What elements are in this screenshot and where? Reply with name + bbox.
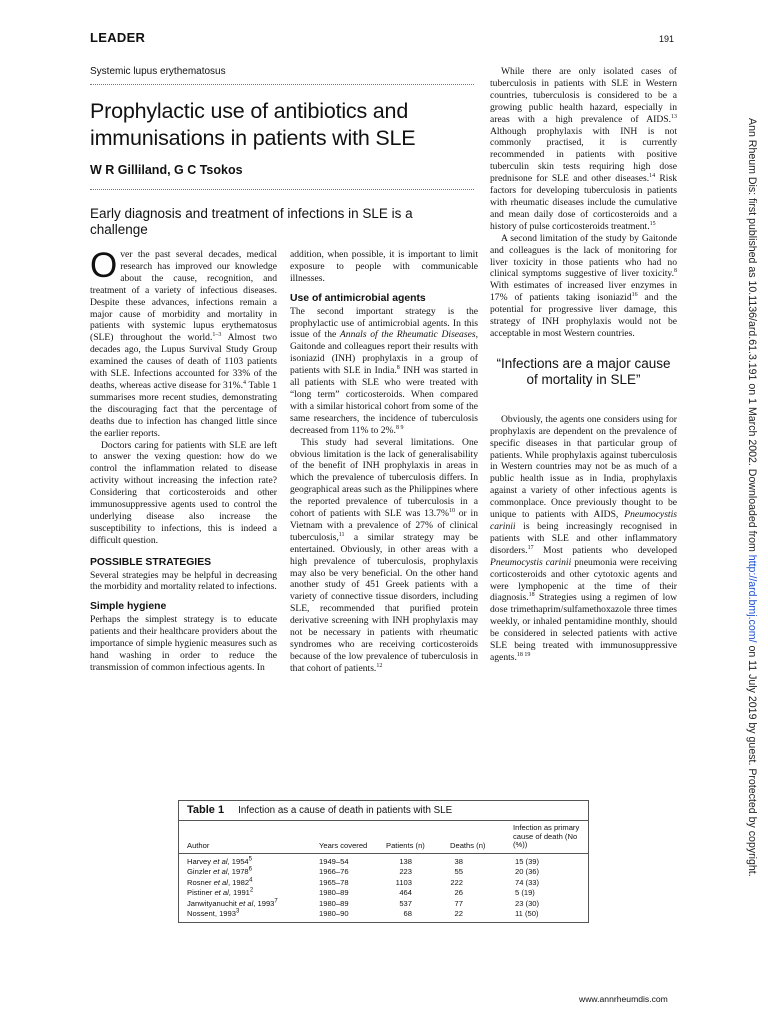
paragraph: While there are only isolated cases of tuberculosis in patients with SLE in Western countries, tuberculosis is considered to be a growing public health hazard, especially in areas with a high prevalence of AIDS.$^{13}$ Although prophylaxis with INH is not commonly practised, it is currently recommended in patients with positive tuberculin skin tests requiring high dose prednisone for SLE and other diseases.$^{14}$ Risk factors for developing tuberculosis in patients with rheumatic diseases include the cumulative and mean daily dose of corticosteroids and a history of pulse corticosteroids treatment.$^{15}$ xyxy=(490,66,677,232)
heading-possible-strategies: POSSIBLE STRATEGIES xyxy=(90,556,212,568)
heading-simple-hygiene: Simple hygiene xyxy=(90,601,167,613)
journal-link[interactable]: http://ard.bmj.com/ xyxy=(746,554,758,643)
deaths-cell: 38 xyxy=(454,857,463,866)
patients-cell: 138 xyxy=(399,857,412,866)
reference-number: 3 xyxy=(235,908,240,915)
years-cell: 1980–90 xyxy=(319,909,349,918)
table-row xyxy=(179,857,588,868)
infection-cell: 23 (30) xyxy=(515,898,540,908)
patients-cell: 1103 xyxy=(395,877,412,887)
column-header-patients: Patients (n) xyxy=(386,841,425,850)
table-row xyxy=(179,899,588,910)
infection-cell: 74 (33) xyxy=(515,877,540,887)
paragraph: Doctors caring for patients with SLE are left to answer the vexing question: how do we control the inflammation related to disease activity without increasing the infection rate? Considering that corticosteroids and other immunosuppressive agents used to control the underlying disease also increase the susceptibility to infections, this is indeed a difficult question. xyxy=(90,439,277,546)
footer-url[interactable]: www.annrheumdis.com xyxy=(579,994,668,1004)
infection-cell: 20 (36) xyxy=(515,867,540,877)
article-title: Prophylactic use of antibiotics and immunisations in patients with SLE xyxy=(90,99,416,150)
table-body xyxy=(179,854,588,922)
side-note-text: on 11 July 2019 by guest. Protected by copyright. xyxy=(746,642,758,877)
deaths-cell: 77 xyxy=(454,898,463,908)
body-column-1 xyxy=(90,246,277,674)
table-row xyxy=(179,909,588,920)
column-header-years: Years covered xyxy=(319,841,368,850)
page-number: 191 xyxy=(659,34,675,44)
side-note-text: Ann Rheum Dis: first published as 10.1136/ard.61.3.191 on 1 March 2002. Downloaded from xyxy=(746,118,758,555)
reference-number: 2 xyxy=(249,887,254,894)
author-cell: Nossent, 1993$^3$ xyxy=(187,908,240,918)
column-header-infection: Infection as primary cause of death (No (%)) xyxy=(513,823,580,850)
deaths-cell: 222 xyxy=(450,877,463,887)
paragraph: This study had several limitations. One obvious limitation is the lack of generalisability of the benefit of INH prophylaxis in areas in which the prevalence of tuberculosis differs. In geographical areas such as the Philippines where the reported prevalence of tuberculosis in a cohort of patients with SLE was 13.7%$^{10}$ or in Vietnam with a prevalence of 27% of clinical tuberculosis,$^{11}$ a similar strategy may be entertained. Obviously, in other areas with a high prevalence of tuberculosis, prophylaxis may also be very beneficial. On the other hand another study of 451 Greek patients with a variety of connective tissue disorders, including SLE, recommended that purified protein derivative screening with INH prophylaxis may not be necessary in patients with rheumatic syndromes who are receiving corticosteroids because of the low prevalence of tuberculosis in that cohort of patients.$^{12}$ xyxy=(290,436,478,674)
infection-cell: 11 (50) xyxy=(515,909,539,918)
infection-cell: 5 (19) xyxy=(515,888,535,898)
deaths-cell: 22 xyxy=(454,909,463,918)
table-row xyxy=(179,867,588,878)
years-cell: 1980–89 xyxy=(319,888,349,898)
paragraph: Perhaps the simplest strategy is to educate patients and their healthcare providers about the importance of simple hygienic measures such as hand washing in order to reduce the transmission of common infectious agents. In xyxy=(90,614,277,673)
reference-number: 6 xyxy=(248,866,252,873)
column-header-deaths: Deaths (n) xyxy=(450,841,486,850)
body-column-3 xyxy=(490,66,677,664)
table-row xyxy=(179,888,588,899)
paragraph: A second limitation of the study by Gaitonde and colleagues is the lack of monitoring for liver toxicity in those patients who had no clinical symptoms suggestive of liver toxicity.$^8$ With estimates of increased liver enzymes in 17% of patients taking isoniazid$^{16}$ and the potential for progressive liver damage, this strategy of INH prophylaxis would not be acceptable in most Western countries. xyxy=(490,232,677,339)
years-cell: 1966–76 xyxy=(319,867,349,877)
years-cell: 1980–89 xyxy=(319,898,349,908)
author-cell: Janwityanuchit et al, 1993$^7$ xyxy=(187,898,278,908)
paragraph: Several strategies may be helpful in decreasing the morbidity and mortality related to infections. xyxy=(90,569,277,593)
author-cell: Ginzler et al, 1978$^6$ xyxy=(187,866,252,877)
article-authors: W R Gilliland, G C Tsokos xyxy=(90,163,243,177)
paragraph: Over the past several decades, medical research has improved our knowledge about the cause, recognition, and treatment of a variety of infectious diseases. Despite these advances, infections remain a major cause of morbidity and mortality in patients with systemic lupus erythematosus (SLE) throughout the world.$^{1-3}$ Almost two decades ago, the Lupus Survival Study Group examined the causes of death of 1103 patients with SLE. Infections accounted for 33% of the deaths, whereas active disease for 31%.$^4$ Table 1 summarises more recent studies, demonstrating the discouraging fact that the percentage of deaths due to infection has changed little since the earlier reports. xyxy=(90,246,277,439)
column-header-author: Author xyxy=(187,841,210,850)
author-cell: Rosner et al, 1982$^4$ xyxy=(187,877,253,887)
deaths-cell: 26 xyxy=(454,888,463,898)
patients-cell: 464 xyxy=(399,888,412,898)
table-caption: Infection as a cause of death in patients with SLE xyxy=(238,805,453,816)
reference-number: 7 xyxy=(274,898,278,905)
drop-cap: O xyxy=(90,246,118,285)
deaths-cell: 55 xyxy=(454,867,463,877)
paragraph: addition, when possible, it is important to limit exposure to people with communicable illnesses. xyxy=(290,249,478,284)
reference-number: 5 xyxy=(248,856,252,863)
author-cell: Pistiner et al, 1991$^2$ xyxy=(187,887,254,898)
patients-cell: 537 xyxy=(399,898,412,908)
table-1 xyxy=(178,800,589,923)
paragraph: Obviously, the agents one considers using for prophylaxis are dependent on the prevalence of specific diseases in that particular group of patients. While prophylaxis against tuberculosis in Western countries may not be as much of a public health issue as in India, prophylaxis against a variety of other infectious agents is commonplace. Once previously thought to be unique to patients with AIDS, Pneumocystis carinii is being increasingly recognised in patients with SLE and other inflammatory disorders.$^{17}$ Most patients who developed Pneumocystis carinii pneumonia were receiving corticosteroids and other cytotoxic agents and were lymphopenic at the time of their diagnosis.$^{18}$ Strategies using a regimen of low dose trimethaprim/sulfamethoxazole three times weekly, or inhaled pentamidine monthly, should be considered in selected patients with active SLE being treated with immunosuppressive agents.$^{18 19}$ xyxy=(490,413,678,663)
pull-quote: “Infections are a major cause of mortality in SLE” xyxy=(496,355,671,387)
heading-antimicrobial-agents: Use of antimicrobial agents xyxy=(290,292,426,304)
table-row xyxy=(179,878,588,889)
reference-number: 4 xyxy=(249,877,253,884)
article-category: Systemic lupus erythematosus xyxy=(90,66,226,77)
dotted-divider xyxy=(90,84,474,85)
table-header xyxy=(179,821,588,854)
copyright-side-note xyxy=(746,118,758,877)
years-cell: 1965–78 xyxy=(319,877,349,887)
paragraph: The second important strategy is the prophylactic use of antimicrobial agents. In this issue of the Annals of the Rheumatic Diseases, Gaitonde and colleagues report their results with isoniazid (INH) prophylaxis in a group of patients with SLE in India.$^8$ INH was started in all patients with SLE who were treated with “long term” corticosteroids. When compared with a similar historical cohort from some of the same researchers, the incidence of tuberculosis decreased from 11% to 2%.$^{8 9}$ xyxy=(290,305,478,436)
patients-cell: 223 xyxy=(399,867,412,877)
years-cell: 1949–54 xyxy=(319,857,349,866)
author-cell: Harvey et al, 1954$^5$ xyxy=(187,856,252,866)
article-standfirst: Early diagnosis and treatment of infections in SLE is a challenge xyxy=(90,206,413,237)
table-label: Table 1 xyxy=(187,804,225,816)
table-title xyxy=(179,801,588,821)
infection-cell: 15 (39) xyxy=(515,857,540,866)
dotted-divider xyxy=(90,189,474,190)
patients-cell: 68 xyxy=(403,909,412,918)
section-header: LEADER xyxy=(90,30,146,45)
body-column-2 xyxy=(290,249,478,675)
